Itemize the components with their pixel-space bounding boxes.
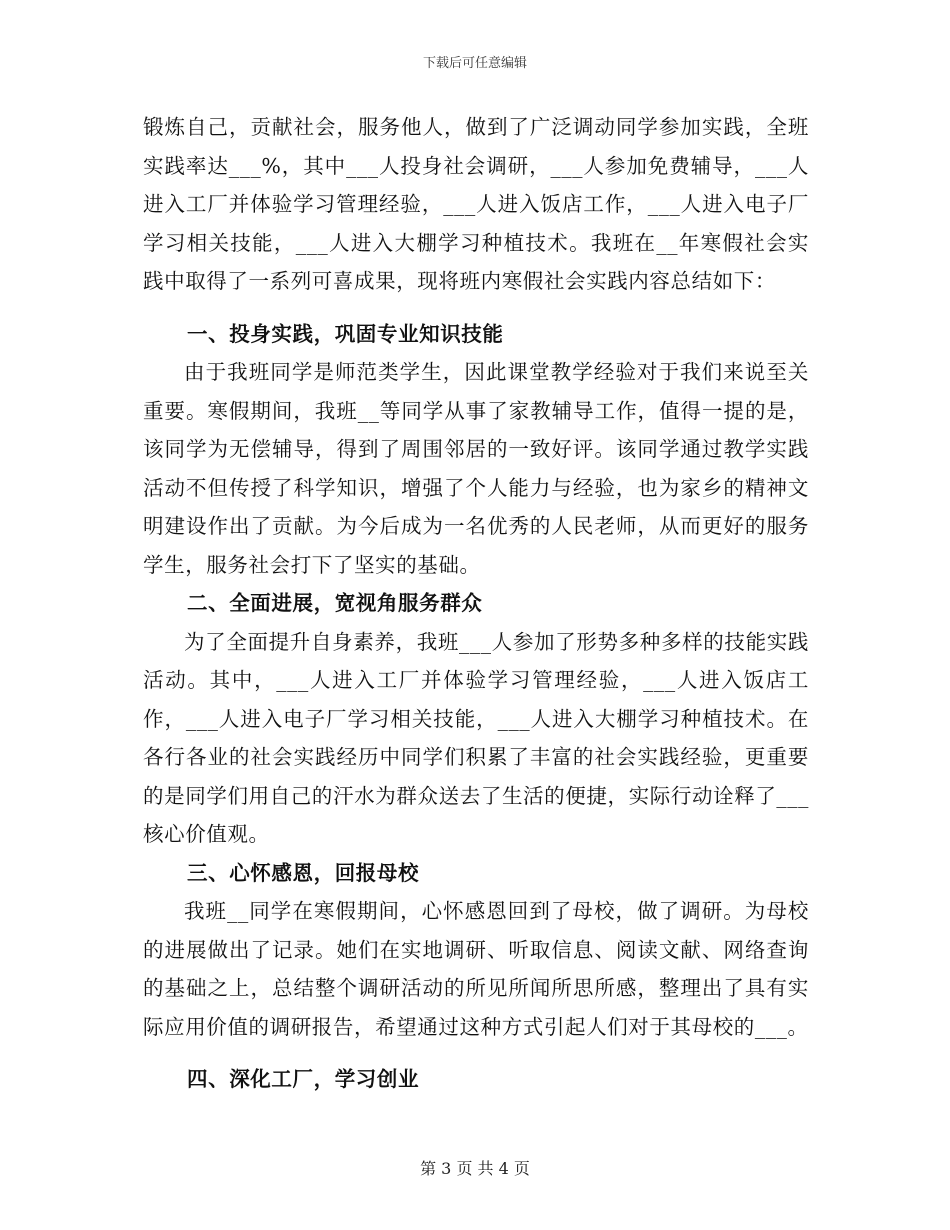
section-heading-1: 一、投身实践，巩固专业知识技能 [187,321,504,346]
intro-paragraph: 锻炼自己，贡献社会，服务他人，做到了广泛调动同学参加实践，全班实践率达___%，其中___人投身社会调研，___人参加免费辅导，___人进入工厂并体验学习管理经验，___人进入饭店工作，___人进入电子厂学习相关技能，___人进入大棚学习种植技术。我班在__年寒假社会实践中取得了一系列可喜成果，现将班内寒假社会实践内容总结如下： [143,115,809,293]
section-heading-4: 四、深化工厂，学习创业 [187,1067,420,1091]
spacer [143,1046,809,1060]
section-paragraph-1: 由于我班同学是师范类学生，因此课堂教学经验对于我们来说至关重要。寒假期间，我班__等同学从事了家教辅导工作，值得一提的是，该同学为无偿辅导，得到了周围邻居的一致好评。该同学通过教学实践活动不但传授了科学知识，增强了个人能力与经验，也为家乡的精神文明建设作出了贡献。为今后成为一名优秀的人民老师，从而更好的服务学生，服务社会打下了坚实的基础。 [143,360,809,577]
page-footer: 第 3 页 共 4 页 [420,1159,530,1178]
section-paragraph-2: 为了全面提升自身素养，我班___人参加了形势多种多样的技能实践活动。其中，___人进入工厂并体验学习管理经验，___人进入饭店工作，___人进入电子厂学习相关技能，___人进入大棚学习种植技术。在各行各业的社会实践经历中同学们积累了丰富的社会实践经验，更重要的是同学们用自己的汗水为群众送去了生活的便捷，实际行动诠释了___核心价值观。 [143,629,809,846]
section-paragraph-3: 我班__同学在寒假期间，心怀感恩回到了母校，做了调研。为母校的进展做出了记录。她们在实地调研、听取信息、阅读文献、网络查询的基础之上，总结整个调研活动的所见所闻所思所感，整理出了具有实际应用价值的调研报告，希望通过这种方式引起人们对于其母校的___。 [143,899,809,1039]
spacer [143,301,809,315]
section-heading-3: 三、心怀感恩，回报母校 [187,860,420,885]
document-body [143,108,809,1099]
page-header: 下载后可任意编辑 [422,56,527,71]
section-heading-2: 二、全面进展，宽视角服务群众 [187,591,483,615]
